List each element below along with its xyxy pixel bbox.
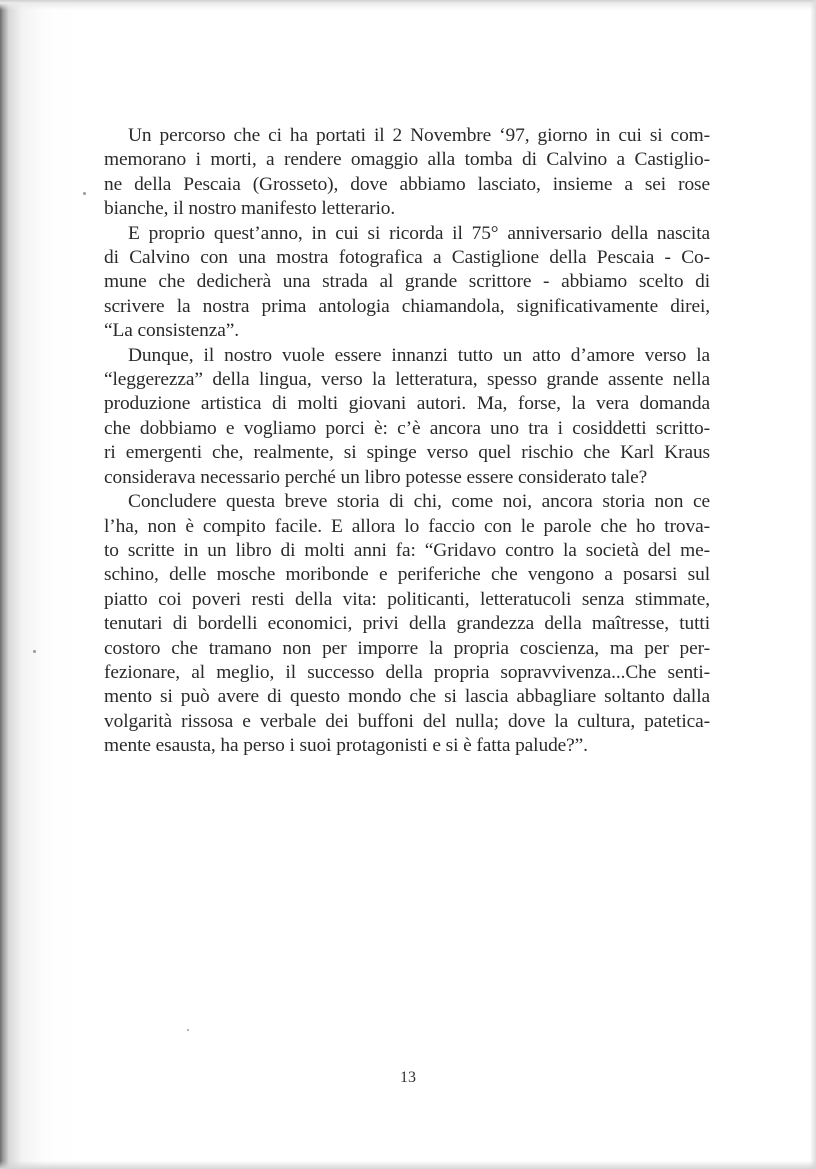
text-line: Un percorso che ci ha portati il 2 Novembre ‘97, giorno in cui si com-: [128, 125, 710, 146]
text-line: che dobbiamo e vogliamo porci è: c’è ancora uno tra i cosiddetti scritto-: [104, 417, 710, 439]
text-line: ri emergenti che, realmente, si spinge verso quel rischio che Karl Kraus: [104, 442, 710, 464]
text-line: volgarità rissosa e verbale dei buffoni del nulla; dove la cultura, patetica-: [104, 710, 710, 732]
text-line: E proprio quest’anno, in cui si ricorda il 75° anniversario della nascita: [128, 222, 710, 244]
scan-speck: [187, 1029, 189, 1031]
text-line: “leggerezza” della lingua, verso la letteratura, spesso grande assente nella: [104, 369, 710, 391]
scan-speck: [83, 192, 86, 195]
text-line: ne della Pescaia (Grosseto), dove abbiamo lasciato, insieme a sei rose: [104, 173, 710, 195]
text-line: considerava necessario perché un libro potesse essere considerato tale?: [104, 466, 648, 488]
text-line: mente esausta, ha perso i suoi protagonisti e si è fatta palude?”.: [104, 735, 588, 757]
page-right-shadow: [810, 0, 816, 1169]
paragraph-1: [104, 124, 710, 222]
text-line: Dunque, il nostro vuole essere innanzi tutto un atto d’amore verso la: [128, 344, 710, 366]
scan-speck: [33, 650, 36, 653]
text-line: costoro che tramano non per imporre la propria coscienza, ma per per-: [104, 637, 710, 659]
text-line: “La consistenza”.: [104, 320, 240, 342]
paragraph-2: [104, 222, 710, 344]
text-line: scrivere la nostra prima antologia chiamandola, significativamente direi,: [104, 295, 710, 317]
page-top-shadow: [0, 0, 816, 10]
text-line: schino, delle mosche moribonde e periferiche che vengono a posarsi sul: [104, 564, 710, 586]
body-text: [104, 124, 710, 759]
text-line: mune che dedicherà una strada al grande scrittore - abbiamo scelto di: [104, 271, 710, 293]
text-line: Concludere questa breve storia di chi, come noi, ancora storia non ce: [128, 491, 710, 513]
text-line: mento si può avere di questo mondo che si lascia abbagliare soltanto dalla: [104, 686, 710, 708]
page-bottom-shadow: [0, 1161, 816, 1169]
paragraph-3: [104, 344, 710, 490]
text-line: memorano i morti, a rendere omaggio alla tomba di Calvino a Castiglio-: [104, 149, 710, 171]
paragraph-4: [104, 490, 710, 758]
page-number: 13: [400, 1069, 416, 1086]
text-line: to scritte in un libro di molti anni fa: “Gridavo contro la società del me-: [104, 539, 710, 561]
text-line: di Calvino con una mostra fotografica a Castiglione della Pescaia - Co-: [104, 247, 710, 269]
text-line: fezionare, al meglio, il successo della propria sopravvivenza...Che senti-: [104, 661, 710, 683]
text-line: produzione artistica di molti giovani autori. Ma, forse, la vera domanda: [104, 393, 710, 415]
text-line: bianche, il nostro manifesto letterario.: [104, 198, 396, 220]
text-line: l’ha, non è compito facile. E allora lo faccio con le parole che ho trova-: [104, 515, 710, 537]
text-line: piatto coi poveri resti della vita: politicanti, letteratucoli senza stimmate,: [104, 588, 710, 610]
text-line: tenutari di bordelli economici, privi della grandezza della maîtresse, tutti: [104, 613, 710, 635]
